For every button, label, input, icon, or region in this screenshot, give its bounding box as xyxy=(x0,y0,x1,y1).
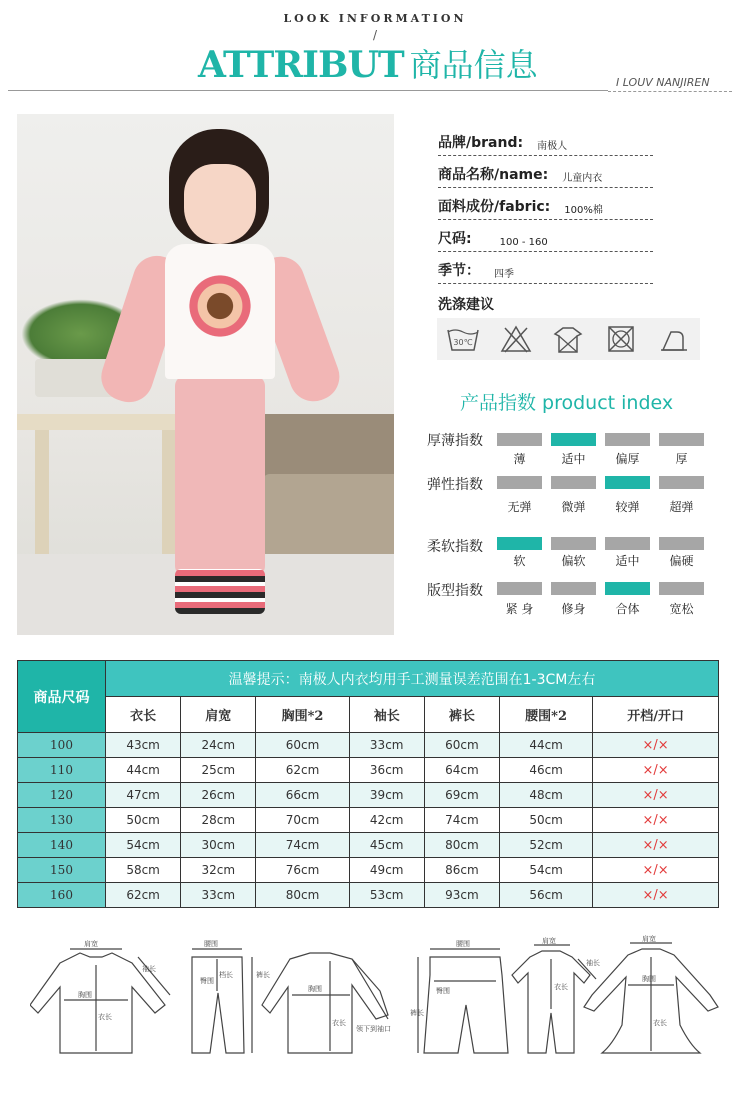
index-bar xyxy=(551,582,596,595)
measurement-cell: 54cm xyxy=(106,833,181,858)
index-title: 产品指数 product index xyxy=(460,392,674,414)
index-option: 紧 身 xyxy=(505,602,534,616)
photo-sofa-cushion xyxy=(262,474,394,554)
opening-cell: ×/× xyxy=(593,733,719,758)
measurement-cell: 24cm xyxy=(181,733,256,758)
diagram-romper xyxy=(512,945,596,1053)
measurement-cell: 54cm xyxy=(499,858,592,883)
measurement-cell: 48cm xyxy=(499,783,592,808)
label-length: 衣长 xyxy=(653,1019,667,1027)
size-cell: 110 xyxy=(18,758,106,783)
index-bar xyxy=(605,476,650,489)
measurement-cell: 70cm xyxy=(256,808,349,833)
index-option: 适中 xyxy=(615,554,640,568)
table-column-header: 腰围*2 xyxy=(499,697,592,733)
size-cell: 160 xyxy=(18,883,106,908)
info-label: 尺码: xyxy=(438,231,472,247)
label-shoulder: 肩宽 xyxy=(642,935,656,943)
header-subtitle: I LOUV NANJIREN xyxy=(616,76,710,89)
measurement-cell: 43cm xyxy=(106,733,181,758)
index-bar xyxy=(659,433,704,446)
measurement-cell: 50cm xyxy=(499,808,592,833)
index-label-thickness: 厚薄指数 xyxy=(427,433,483,449)
index-option: 无弹 xyxy=(507,500,532,514)
table-column-header: 袖长 xyxy=(349,697,424,733)
size-cell: 120 xyxy=(18,783,106,808)
info-name xyxy=(438,166,653,188)
photo-table xyxy=(17,414,192,430)
info-label: 商品名称/name: xyxy=(438,167,549,183)
table-column-header: 肩宽 xyxy=(181,697,256,733)
measurement-cell: 60cm xyxy=(424,733,499,758)
diagram-pants xyxy=(192,949,252,1053)
measurement-cell: 52cm xyxy=(499,833,592,858)
index-bar xyxy=(497,582,542,595)
table-row xyxy=(18,883,719,908)
wash-30c-icon xyxy=(446,324,480,354)
table-column-header: 裤长 xyxy=(424,697,499,733)
no-bleach-icon xyxy=(499,324,533,354)
wash-temp: 30℃ xyxy=(453,338,473,347)
index-option: 超弹 xyxy=(669,500,694,514)
measurement-cell: 64cm xyxy=(424,758,499,783)
measurement-cell: 66cm xyxy=(256,783,349,808)
measurement-cell: 62cm xyxy=(106,883,181,908)
iron-icon xyxy=(551,324,585,354)
label-shoulder: 肩宽 xyxy=(84,940,98,948)
measurement-cell: 28cm xyxy=(181,808,256,833)
measurement-cell: 33cm xyxy=(349,733,424,758)
label-hip: 臀围 xyxy=(200,977,214,985)
measurement-cell: 25cm xyxy=(181,758,256,783)
index-option: 软 xyxy=(513,554,526,568)
opening-cell: ×/× xyxy=(593,758,719,783)
table-row xyxy=(18,758,719,783)
index-option: 薄 xyxy=(513,452,526,466)
opening-cell: ×/× xyxy=(593,833,719,858)
measurement-cell: 80cm xyxy=(424,833,499,858)
page-title xyxy=(198,40,538,86)
info-value: 四季 xyxy=(494,269,514,280)
measurement-cell: 58cm xyxy=(106,858,181,883)
measurement-cell: 47cm xyxy=(106,783,181,808)
info-size xyxy=(438,230,653,252)
table-note: 温馨提示：南极人内衣均用手工测量误差范围在1-3CM左右 xyxy=(106,661,719,697)
label-sleeve: 袖长 xyxy=(142,965,156,973)
label-sleeve: 领下到袖口 xyxy=(356,1025,391,1033)
label-chest: 胸围 xyxy=(308,985,322,993)
label-pants-length: 裤长 xyxy=(256,971,270,979)
label-length: 衣长 xyxy=(554,983,568,991)
index-bar xyxy=(659,537,704,550)
table-row xyxy=(18,783,719,808)
opening-cell: ×/× xyxy=(593,883,719,908)
measurement-cell: 50cm xyxy=(106,808,181,833)
index-bar xyxy=(605,537,650,550)
girl-face xyxy=(184,164,256,244)
label-waist: 腰围 xyxy=(456,940,470,948)
measurement-cell: 62cm xyxy=(256,758,349,783)
label-waist: 腰围 xyxy=(204,940,218,948)
info-fabric xyxy=(438,198,653,220)
index-option: 偏厚 xyxy=(615,452,640,466)
size-cell: 100 xyxy=(18,733,106,758)
index-bar xyxy=(659,582,704,595)
info-brand xyxy=(438,134,653,156)
index-label-elasticity: 弹性指数 xyxy=(427,477,483,493)
label-pants-length: 裤长 xyxy=(410,1009,424,1017)
no-tumble-dry-icon xyxy=(604,324,638,354)
label-shoulder: 肩宽 xyxy=(542,937,556,945)
table-row xyxy=(18,833,719,858)
measurement-cell: 44cm xyxy=(499,733,592,758)
measurement-cell: 46cm xyxy=(499,758,592,783)
measurement-cell: 53cm xyxy=(349,883,424,908)
label-crotch: 档长 xyxy=(219,971,233,979)
label-chest: 胸围 xyxy=(78,991,92,999)
info-value: 100%棉 xyxy=(564,205,603,216)
girl-pants xyxy=(175,376,265,576)
header-top-text: LOOK INFORMATION xyxy=(283,12,467,25)
label-chest: 胸围 xyxy=(642,975,656,983)
index-option: 微弹 xyxy=(561,500,586,514)
index-option: 厚 xyxy=(675,452,688,466)
diagram-dress xyxy=(584,943,718,1053)
measurement-cell: 42cm xyxy=(349,808,424,833)
label-sleeve: 袖长 xyxy=(586,959,600,967)
index-bar xyxy=(605,433,650,446)
header-divider xyxy=(8,90,608,91)
label-length: 衣长 xyxy=(98,1013,112,1021)
measurement-cell: 26cm xyxy=(181,783,256,808)
header-slash: / xyxy=(372,28,378,42)
table-row xyxy=(18,858,719,883)
wash-title: 洗涤建议 xyxy=(438,297,494,313)
index-bar xyxy=(659,476,704,489)
wash-icons xyxy=(437,318,700,360)
measurement-cell: 49cm xyxy=(349,858,424,883)
page-title-en: ATTRIBUT xyxy=(198,44,404,86)
index-option: 偏硬 xyxy=(669,554,694,568)
page-title-cn: 商品信息 xyxy=(409,46,538,84)
measurement-cell: 80cm xyxy=(256,883,349,908)
garment-diagrams xyxy=(30,935,730,1065)
index-bar xyxy=(497,433,542,446)
girl-socks xyxy=(175,569,265,614)
measurement-cell: 30cm xyxy=(181,833,256,858)
measurement-cell: 56cm xyxy=(499,883,592,908)
girl-shirt-print xyxy=(187,274,253,354)
measurement-cell: 69cm xyxy=(424,783,499,808)
diagram-raglan xyxy=(262,953,388,1053)
index-option: 合体 xyxy=(615,602,640,616)
label-length: 衣长 xyxy=(332,1019,346,1027)
info-label: 季节： xyxy=(438,263,480,279)
index-bar xyxy=(497,537,542,550)
index-option: 修身 xyxy=(561,602,586,616)
opening-cell: ×/× xyxy=(593,858,719,883)
size-table xyxy=(17,660,719,908)
measurement-cell: 76cm xyxy=(256,858,349,883)
size-cell: 130 xyxy=(18,808,106,833)
measurement-cell: 39cm xyxy=(349,783,424,808)
header-subtitle-underline xyxy=(608,91,732,92)
measurement-cell: 32cm xyxy=(181,858,256,883)
index-option: 宽松 xyxy=(669,602,694,616)
label-hip: 臀围 xyxy=(436,987,450,995)
table-row xyxy=(18,733,719,758)
measurement-cell: 74cm xyxy=(256,833,349,858)
info-season xyxy=(438,262,653,284)
index-option: 偏软 xyxy=(561,554,586,568)
diagram-pants2 xyxy=(418,949,508,1053)
index-bar xyxy=(551,537,596,550)
measurement-cell: 45cm xyxy=(349,833,424,858)
measurement-cell: 33cm xyxy=(181,883,256,908)
dry-flat-icon xyxy=(657,324,691,354)
measurement-cell: 44cm xyxy=(106,758,181,783)
index-option: 较弹 xyxy=(615,500,640,514)
index-bar xyxy=(605,582,650,595)
info-label: 面料成份/fabric: xyxy=(438,199,551,215)
info-value: 南极人 xyxy=(537,141,568,152)
index-label-softness: 柔软指数 xyxy=(427,539,483,555)
index-bar xyxy=(551,433,596,446)
measurement-cell: 60cm xyxy=(256,733,349,758)
table-column-header: 衣长 xyxy=(106,697,181,733)
index-bar xyxy=(551,476,596,489)
table-column-header: 胸围*2 xyxy=(256,697,349,733)
index-option: 适中 xyxy=(561,452,586,466)
info-value: 100 - 160 xyxy=(499,237,548,248)
index-label-fit: 版型指数 xyxy=(427,583,483,599)
index-bar xyxy=(497,476,542,489)
info-value: 儿童内衣 xyxy=(562,173,603,184)
product-photo xyxy=(17,114,394,635)
table-column-header: 开档/开口 xyxy=(593,697,719,733)
table-row-header: 商品尺码 xyxy=(18,661,106,733)
opening-cell: ×/× xyxy=(593,808,719,833)
info-label: 品牌/brand: xyxy=(438,135,524,151)
opening-cell: ×/× xyxy=(593,783,719,808)
size-cell: 150 xyxy=(18,858,106,883)
measurement-cell: 36cm xyxy=(349,758,424,783)
table-row xyxy=(18,808,719,833)
measurement-cell: 74cm xyxy=(424,808,499,833)
size-cell: 140 xyxy=(18,833,106,858)
measurement-cell: 86cm xyxy=(424,858,499,883)
measurement-cell: 93cm xyxy=(424,883,499,908)
